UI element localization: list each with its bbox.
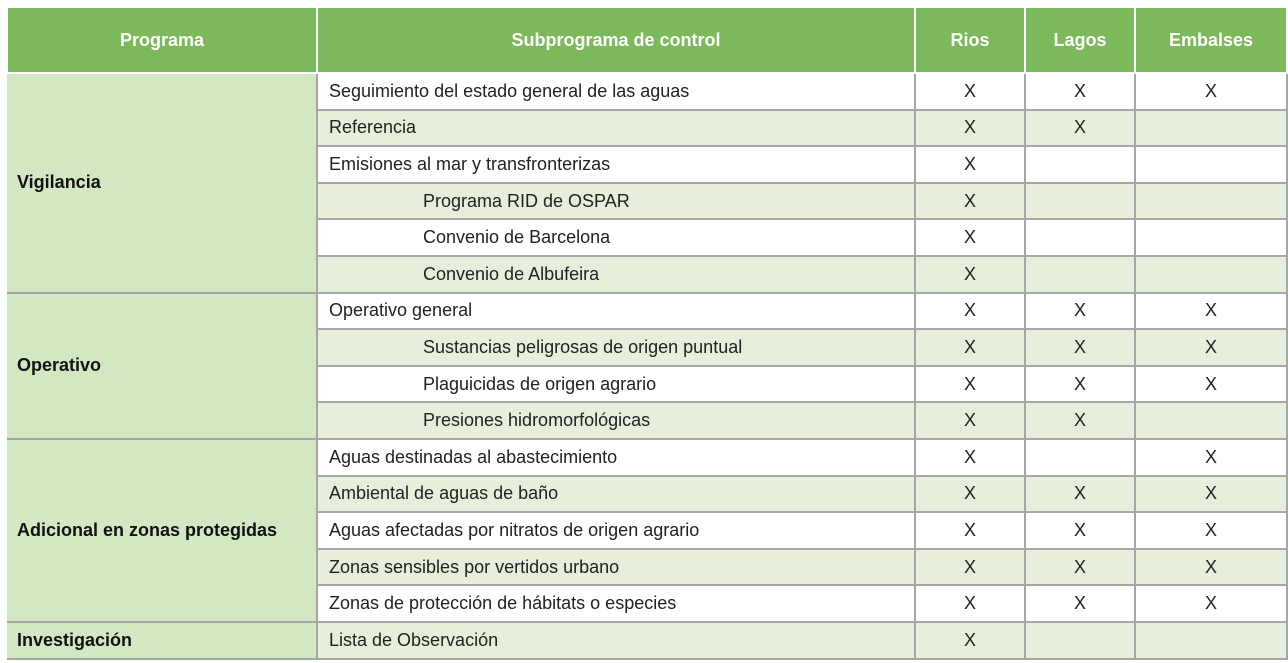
lagos-cell: X [1025, 402, 1135, 439]
rios-cell: X [915, 585, 1025, 622]
program-operativo: Operativo [7, 293, 317, 439]
lagos-cell: X [1025, 293, 1135, 330]
embalses-cell: X [1135, 476, 1287, 513]
subprogram-cell: Programa RID de OSPAR [317, 183, 915, 220]
subprogram-cell: Sustancias peligrosas de origen puntual [317, 329, 915, 366]
table-row [7, 439, 1287, 476]
subprogram-cell: Referencia [317, 110, 915, 147]
rios-cell: X [915, 293, 1025, 330]
subprogram-cell: Plaguicidas de origen agrario [317, 366, 915, 403]
header-programa: Programa [7, 7, 317, 73]
embalses-cell: X [1135, 549, 1287, 586]
subprogram-cell: Convenio de Albufeira [317, 256, 915, 293]
rios-cell: X [915, 622, 1025, 659]
table-row [7, 622, 1287, 659]
embalses-cell: X [1135, 585, 1287, 622]
control-programs-table [6, 6, 1288, 660]
rios-cell: X [915, 73, 1025, 110]
lagos-cell [1025, 256, 1135, 293]
header-row [7, 7, 1287, 73]
rios-cell: X [915, 366, 1025, 403]
lagos-cell: X [1025, 512, 1135, 549]
subprogram-cell: Seguimiento del estado general de las aguas [317, 73, 915, 110]
embalses-cell: X [1135, 329, 1287, 366]
rios-cell: X [915, 256, 1025, 293]
lagos-cell [1025, 219, 1135, 256]
embalses-cell: X [1135, 439, 1287, 476]
rios-cell: X [915, 329, 1025, 366]
subprogram-cell: Presiones hidromorfológicas [317, 402, 915, 439]
lagos-cell: X [1025, 73, 1135, 110]
header-rios: Rios [915, 7, 1025, 73]
lagos-cell [1025, 439, 1135, 476]
program-adicional: Adicional en zonas protegidas [7, 439, 317, 622]
embalses-cell: X [1135, 366, 1287, 403]
table-row [7, 293, 1287, 330]
subprogram-cell: Zonas sensibles por vertidos urbano [317, 549, 915, 586]
subprogram-cell: Aguas destinadas al abastecimiento [317, 439, 915, 476]
embalses-cell [1135, 256, 1287, 293]
embalses-cell [1135, 622, 1287, 659]
header-subprograma: Subprograma de control [317, 7, 915, 73]
lagos-cell: X [1025, 366, 1135, 403]
lagos-cell: X [1025, 549, 1135, 586]
lagos-cell: X [1025, 476, 1135, 513]
subprogram-cell: Operativo general [317, 293, 915, 330]
lagos-cell [1025, 146, 1135, 183]
embalses-cell: X [1135, 512, 1287, 549]
rios-cell: X [915, 549, 1025, 586]
embalses-cell: X [1135, 73, 1287, 110]
header-embalses: Embalses [1135, 7, 1287, 73]
rios-cell: X [915, 146, 1025, 183]
lagos-cell: X [1025, 329, 1135, 366]
subprogram-cell: Convenio de Barcelona [317, 219, 915, 256]
lagos-cell: X [1025, 110, 1135, 147]
subprogram-cell: Emisiones al mar y transfronterizas [317, 146, 915, 183]
rios-cell: X [915, 183, 1025, 220]
rios-cell: X [915, 402, 1025, 439]
lagos-cell: X [1025, 585, 1135, 622]
embalses-cell [1135, 183, 1287, 220]
lagos-cell [1025, 183, 1135, 220]
header-lagos: Lagos [1025, 7, 1135, 73]
table-row [7, 73, 1287, 110]
subprogram-cell: Lista de Observación [317, 622, 915, 659]
program-investigacion: Investigación [7, 622, 317, 659]
subprogram-cell: Aguas afectadas por nitratos de origen agrario [317, 512, 915, 549]
rios-cell: X [915, 512, 1025, 549]
program-vigilancia: Vigilancia [7, 73, 317, 293]
embalses-cell [1135, 402, 1287, 439]
embalses-cell [1135, 110, 1287, 147]
lagos-cell [1025, 622, 1135, 659]
embalses-cell: X [1135, 293, 1287, 330]
subprogram-cell: Ambiental de aguas de baño [317, 476, 915, 513]
rios-cell: X [915, 476, 1025, 513]
embalses-cell [1135, 219, 1287, 256]
rios-cell: X [915, 219, 1025, 256]
embalses-cell [1135, 146, 1287, 183]
rios-cell: X [915, 110, 1025, 147]
subprogram-cell: Zonas de protección de hábitats o especies [317, 585, 915, 622]
rios-cell: X [915, 439, 1025, 476]
